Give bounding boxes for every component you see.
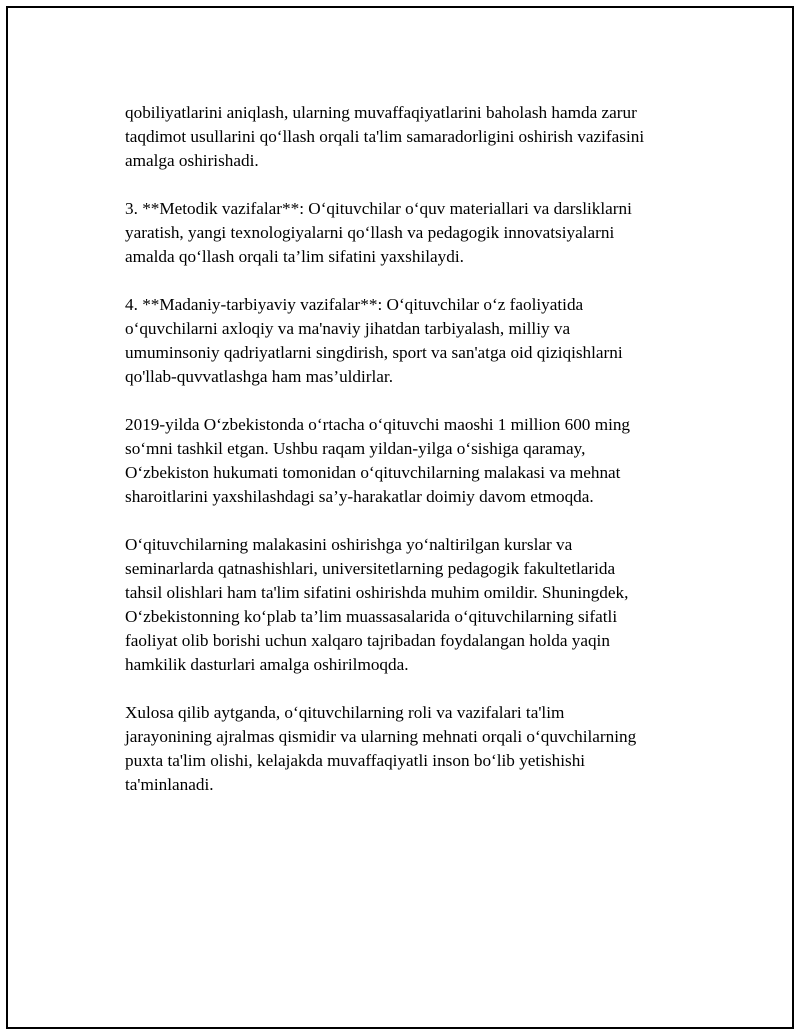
paragraph-teacher-salary-2019: 2019-yilda O‘zbekistonda o‘rtacha o‘qituvchi maoshi 1 million 600 ming so‘mni tashkil etgan. Ushbu raqam yildan-yilga o‘sishiga qaramay, O‘zbekiston hukumati tomonidan o‘qituvchilarning malakasi va mehnat sharoitlarini yaxshilashdagi sa’y-harakatlar doimiy davom etmoqda.: [125, 415, 631, 506]
paragraph-methodical-tasks: 3. **Metodik vazifalar**: O‘qituvchilar o‘quv materiallari va darsliklarni yaratish, yangi texnologiyalarni qo‘llash va pedagogik innovatsiyalarni amalda qo‘llash orqali ta’lim sifatini yaxshilaydi.: [125, 199, 632, 266]
paragraph-conclusion: Xulosa qilib aytganda, o‘qituvchilarning roli va vazifalari ta'lim jarayonining ajralmas qismidir va ularning mehnati orqali o‘quvchilarning puxta ta'lim olishi, kelajakda muvaffaqiyatli inson bo‘lib yetishishi ta'minlanadi.: [125, 703, 637, 794]
paragraph-teacher-qualification: O‘qituvchilarning malakasini oshirishga yo‘naltirilgan kurslar va seminarlarda qatnashishlari, universitetlarning pedagogik fakultetlarida tahsil olishlari ham ta'lim sifatini oshirishda muhim omildir. Shuningdek, O‘zbekistonning ko‘plab ta’lim muassasalarida o‘qituvchilarning sifatli faoliyat olib borishi uchun xalqaro tajribadan foydalangan holda yaqin hamkilik dasturlari amalga oshirilmoqda.: [125, 535, 629, 674]
paragraph-evaluation-continuation: qobiliyatlarini aniqlash, ularning muvaffaqiyatlarini baholash hamda zarur taqdimot usullarini qo‘llash orqali ta'lim samaradorligini oshirish vazifasini amalga oshirishadi.: [125, 103, 645, 170]
paragraph-cultural-educational-tasks: 4. **Madaniy-tarbiyaviy vazifalar**: O‘qituvchilar o‘z faoliyatida o‘quvchilarni axloqiy va ma'naviy jihatdan tarbiyalash, milliy va umuminsoniy qadriyatlarni singdirish, sport va san'atga oid qiziqishlarni qo'llab-quvvatlashga ham mas’uldirlar.: [125, 295, 623, 386]
document-page: [6, 6, 794, 1029]
document-body: [125, 101, 685, 797]
